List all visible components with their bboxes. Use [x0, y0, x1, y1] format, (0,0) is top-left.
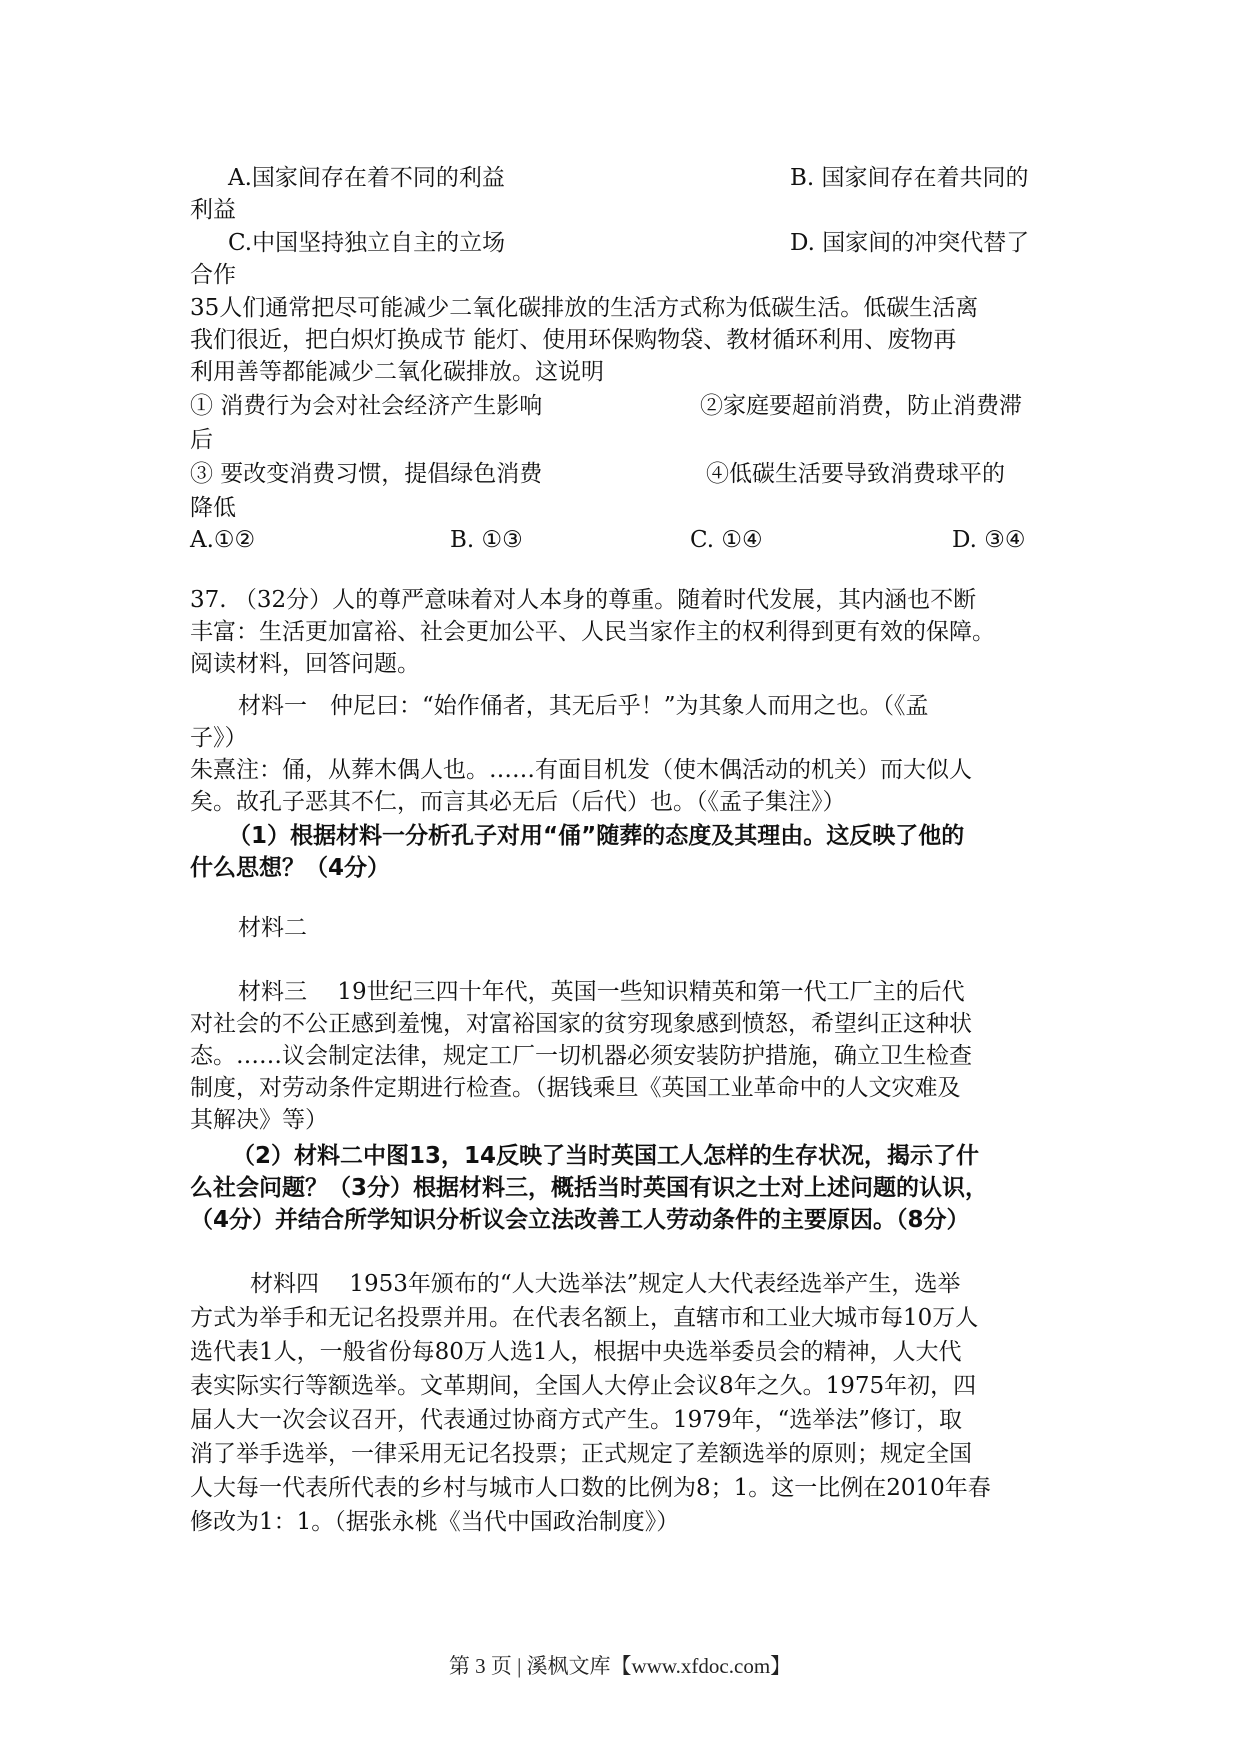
q37-intro-line-2: 丰富：生活更加富裕、社会更加公平、人民当家作主的权利得到更有效的保障。	[190, 619, 995, 645]
q35-statement-1: ① 消费行为会对社会经济产生影响	[190, 393, 543, 419]
q35-choice-c: C. ①④	[690, 527, 763, 553]
q34-option-c: C.中国坚持独立自主的立场	[228, 230, 506, 256]
material-4-line-5: 届人大一次会议召开，代表通过协商方式产生。1979年，“选举法”修订，取	[190, 1407, 963, 1433]
q35-statement-2: ②家庭要超前消费，防止消费滞	[700, 393, 1022, 419]
material-4-line-7: 人大每一代表所代表的乡村与城市人口数的比例为8；1。这一比例在2010年春	[190, 1475, 991, 1501]
q37-intro-line-3: 阅读材料，回答问题。	[190, 651, 420, 677]
q35-stem-line-1: 35人们通常把尽可能减少二氧化碳排放的生活方式称为低碳生活。低碳生活离	[190, 295, 979, 321]
material-2-label: 材料二	[238, 915, 307, 941]
material-4-line-8: 修改为1：1。（据张永桃《当代中国政治制度》）	[190, 1509, 680, 1535]
q34-option-b: B. 国家间存在着共同的	[790, 165, 1029, 191]
sub-question-1-line-1: （1）根据材料一分析孔子对用“俑”随葬的态度及其理由。这反映了他的	[228, 823, 965, 849]
q35-stem-line-3: 利用善等都能减少二氧化碳排放。这说明	[190, 359, 604, 385]
q35-choice-b: B. ①③	[450, 527, 523, 553]
q35-statement-3: ③ 要改变消费习惯，提倡绿色消费	[190, 461, 543, 487]
material-3-line-3: 态。……议会制定法律，规定工厂一切机器必须安装防护措施，确立卫生检查	[190, 1043, 972, 1069]
material-4-line-6: 消了举手选举，一律采用无记名投票；正式规定了差额选举的原则；规定全国	[190, 1441, 972, 1467]
material-3-line-2: 对社会的不公正感到羞愧，对富裕国家的贫穷现象感到愤怒，希望纠正这种状	[190, 1011, 972, 1037]
material-1-line-2: 子》）	[190, 725, 248, 751]
material-3-line-5: 其解决》等）	[190, 1107, 328, 1133]
material-1-line-4: 矣。故孔子恶其不仁，而言其必无后（后代）也。（《孟子集注》）	[190, 789, 846, 815]
material-4-line-4: 表实际实行等额选举。文革期间，全国人大停止会议8年之久。1975年初，四	[190, 1373, 977, 1399]
q34-option-d: D. 国家间的冲突代替了	[790, 230, 1030, 256]
material-1-line-3: 朱熹注：俑，从葬木偶人也。……有面目机发（使木偶活动的机关）而大似人	[190, 757, 972, 783]
material-3-line-1: 材料三 19世纪三四十年代，英国一些知识精英和第一代工厂主的后代	[238, 979, 965, 1005]
q34-option-d-continued: 合作	[190, 262, 236, 288]
material-3-line-4: 制度，对劳动条件定期进行检查。（据钱乘旦《英国工业革命中的人文灾难及	[190, 1075, 961, 1101]
q35-stem-line-2: 我们很近，把白炽灯换成节 能灯、使用环保购物袋、教材循环利用、废物再	[190, 327, 957, 353]
material-4-line-1: 材料四 1953年颁布的“人大选举法”规定人大代表经选举产生，选举	[250, 1271, 961, 1297]
q34-option-a: A.国家间存在着不同的利益	[228, 165, 505, 191]
material-4-line-2: 方式为举手和无记名投票并用。在代表名额上，直辖市和工业大城市每10万人	[190, 1305, 979, 1331]
sub-question-2-line-1: （2）材料二中图13，14反映了当时英国工人怎样的生存状况，揭示了什	[232, 1143, 980, 1169]
sub-question-1-line-2: 什么思想？（4分）	[190, 855, 391, 881]
sub-question-2-line-2: 么社会问题？（3分）根据材料三，概括当时英国有识之士对上述问题的认识，	[190, 1175, 989, 1201]
q37-intro-line-1: 37. （32分）人的尊严意味着对人本身的尊重。随着时代发展，其内涵也不断	[190, 587, 977, 613]
q34-option-b-continued: 利益	[190, 197, 236, 223]
q35-choice-d: D. ③④	[952, 527, 1026, 553]
material-4-line-3: 选代表1人，一般省份每80万人选1人，根据中央选举委员会的精神，人大代	[190, 1339, 962, 1365]
q35-choice-a: A.①②	[190, 527, 256, 553]
sub-question-2-line-3: （4分）并结合所学知识分析议会立法改善工人劳动条件的主要原因。（8分）	[190, 1207, 970, 1233]
q35-statement-4-continued: 降低	[190, 495, 236, 521]
q35-statement-2-continued: 后	[190, 427, 213, 453]
q35-statement-4: ④低碳生活要导致消费球平的	[706, 461, 1005, 487]
material-1-line-1: 材料一 仲尼曰：“始作俑者，其无后乎！”为其象人而用之也。（《孟	[238, 693, 929, 719]
page-footer: 第 3 页 | 溪枫文库【www.xfdoc.com】	[448, 1654, 792, 1678]
